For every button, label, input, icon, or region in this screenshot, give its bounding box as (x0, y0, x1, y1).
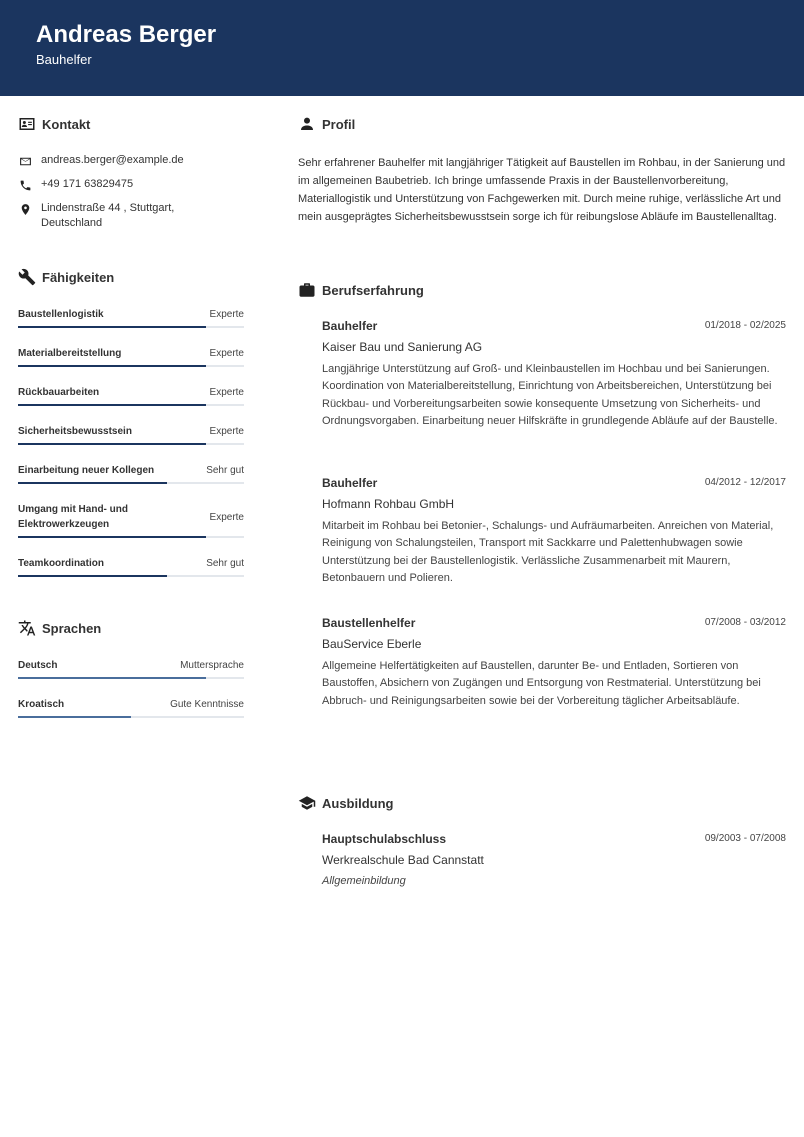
skills-section-title (18, 268, 114, 286)
skill-item (18, 556, 244, 571)
profile-section-title (298, 115, 355, 133)
skill-bar (18, 365, 244, 367)
contact-address-line1: Lindenstraße 44 , Stuttgart, (41, 202, 175, 214)
skill-bar-fill (18, 443, 206, 445)
skills-title-text: Fähigkeiten (42, 269, 115, 285)
job-company: Kaiser Bau und Sanierung AG (322, 340, 483, 354)
skill-level: Experte (209, 426, 244, 437)
skill-level: Experte (209, 511, 244, 523)
skill-label-line2: Elektrowerkzeugen (18, 519, 110, 530)
language-label: Kroatisch (18, 699, 65, 710)
language-level: Muttersprache (180, 660, 244, 671)
contact-phone-text: +49 171 63829475 (41, 178, 134, 190)
skill-bar (18, 482, 244, 484)
skill-item (18, 424, 244, 439)
skill-level: Experte (209, 348, 244, 359)
candidate-name: Andreas Berger (36, 21, 217, 48)
experience-section-title (298, 281, 424, 299)
education-note: Allgemeinbildung (322, 875, 406, 887)
job-entry (322, 319, 786, 449)
person-icon (298, 115, 316, 133)
language-item (18, 697, 244, 712)
skill-label: Rückbauarbeiten (18, 387, 100, 398)
phone-icon (18, 178, 32, 192)
contact-section-title (18, 115, 90, 133)
language-bar (18, 716, 244, 718)
job-title: Bauhelfer (322, 476, 378, 490)
languages-section-title (18, 619, 101, 637)
skill-label: Baustellenlogistik (18, 309, 104, 320)
envelope-icon (18, 154, 32, 168)
skill-label: Einarbeitung neuer Kollegen (18, 465, 155, 476)
skill-label: Sicherheitsbewusstsein (18, 426, 132, 437)
job-dates: 07/2008 - 03/2012 (704, 617, 786, 628)
skill-bar-fill (18, 404, 206, 406)
skill-label: Materialbereitstellung (18, 348, 122, 359)
job-dates: 04/2012 - 12/2017 (704, 477, 786, 488)
skill-level: Experte (209, 309, 244, 320)
skill-bar (18, 443, 244, 445)
briefcase-icon (298, 281, 316, 299)
skill-level: Sehr gut (206, 465, 244, 476)
translate-icon (18, 619, 36, 637)
skill-item (18, 346, 244, 361)
contact-email-text: andreas.berger@example.de (41, 154, 184, 166)
contact-card-icon (18, 115, 36, 133)
profile-title-text: Profil (322, 116, 356, 132)
language-level: Gute Kenntnisse (170, 699, 244, 710)
skill-item (18, 385, 244, 400)
language-bar (18, 677, 244, 679)
skill-label (18, 502, 128, 532)
profile-summary: Sehr erfahrener Bauhelfer mit langjähriger Tätigkeit auf Baustellen im Rohbau, in der Sanierung und im allgemeinen Baubetrieb. Ich bringe umfassende Praxis in der Baustellenvorbereitung, Materiallogistik und Unterstützung von Fachgewerken mit. Durch meine ruhige, verlässliche Art und mein ausgeprägtes Sicherheitsbewusstsein sorge ich für reibungslose Abläufe im Baustellenalltag. (298, 157, 786, 223)
job-entry (322, 616, 786, 726)
education-title-text: Ausbildung (322, 795, 394, 811)
candidate-role: Bauhelfer (36, 52, 92, 67)
skill-label: Teamkoordination (18, 558, 104, 569)
job-dates: 01/2018 - 02/2025 (704, 320, 786, 331)
job-title: Baustellenhelfer (322, 616, 416, 630)
job-description: Langjährige Unterstützung auf Groß- und Kleinbaustellen im Hochbau und bei Sanierungen. Koordination von Materialbereitstellung, Einrichtung von Arbeitsbereichen, Unterstützung bei Rückbau- und Vorbereitungsarbeiten sowie konsequente Umsetzung von Sicherheits- und Ordnungsvorgaben. Einarbeitung neuer Hilfskräfte in grundlegende Abläufe auf der Baustelle. (322, 363, 778, 427)
skill-bar (18, 575, 244, 577)
contact-phone[interactable] (18, 177, 133, 192)
job-entry (322, 476, 786, 586)
skill-item (18, 307, 244, 322)
skill-bar-fill (18, 575, 167, 577)
language-label: Deutsch (18, 660, 58, 671)
contact-address (18, 201, 174, 231)
wrench-icon (18, 268, 36, 286)
contact-title-text: Kontakt (42, 116, 91, 132)
skill-label-line1: Umgang mit Hand- und (18, 504, 128, 515)
education-school: Werkrealschule Bad Cannstatt (322, 853, 484, 867)
education-dates: 09/2003 - 07/2008 (704, 833, 786, 844)
skill-level: Experte (209, 387, 244, 398)
education-degree: Hauptschulabschluss (322, 832, 447, 846)
languages-title-text: Sprachen (42, 620, 102, 636)
skill-item (18, 502, 244, 532)
skill-bar (18, 326, 244, 328)
graduation-cap-icon (298, 794, 316, 812)
skill-bar (18, 536, 244, 538)
language-bar-fill (18, 716, 131, 718)
map-pin-icon (18, 202, 32, 216)
job-company: Hofmann Rohbau GmbH (322, 497, 455, 511)
job-company: BauService Eberle (322, 637, 422, 651)
language-bar-fill (18, 677, 206, 679)
job-title: Bauhelfer (322, 319, 378, 333)
education-section-title (298, 794, 394, 812)
language-item (18, 658, 244, 673)
skill-bar-fill (18, 326, 206, 328)
skill-bar-fill (18, 536, 206, 538)
contact-address-line2: Deutschland (41, 217, 103, 229)
skill-level: Sehr gut (206, 558, 244, 569)
job-description: Mitarbeit im Rohbau bei Betonier-, Schalungs- und Aufräumarbeiten. Anreichen von Material, Reinigung von Schalungsteilen, Transport mit Sackkarre und Palettenhubwagen sowie Unterstützung bei der Baustellenlogistik. Verlässliche Zusammenarbeit mit Maurern, Betonbauern und Polieren. (322, 520, 774, 584)
header-banner (0, 0, 804, 96)
skill-item (18, 463, 244, 478)
experience-title-text: Berufserfahrung (322, 282, 424, 298)
skill-bar-fill (18, 482, 167, 484)
job-description: Allgemeine Helfertätigkeiten auf Baustellen, darunter Be- und Entladen, Sortieren von Baustoffen, Absichern von Zugängen und Entsorgung von Restmaterial. Unterstützung bei Abbruch- und Reinigungsarbeiten sowie bei der Vorbereitung täglicher Arbeitsabläufe. (322, 660, 761, 707)
contact-email[interactable] (18, 153, 184, 168)
skill-bar-fill (18, 365, 206, 367)
education-entry (322, 832, 786, 892)
skill-bar (18, 404, 244, 406)
